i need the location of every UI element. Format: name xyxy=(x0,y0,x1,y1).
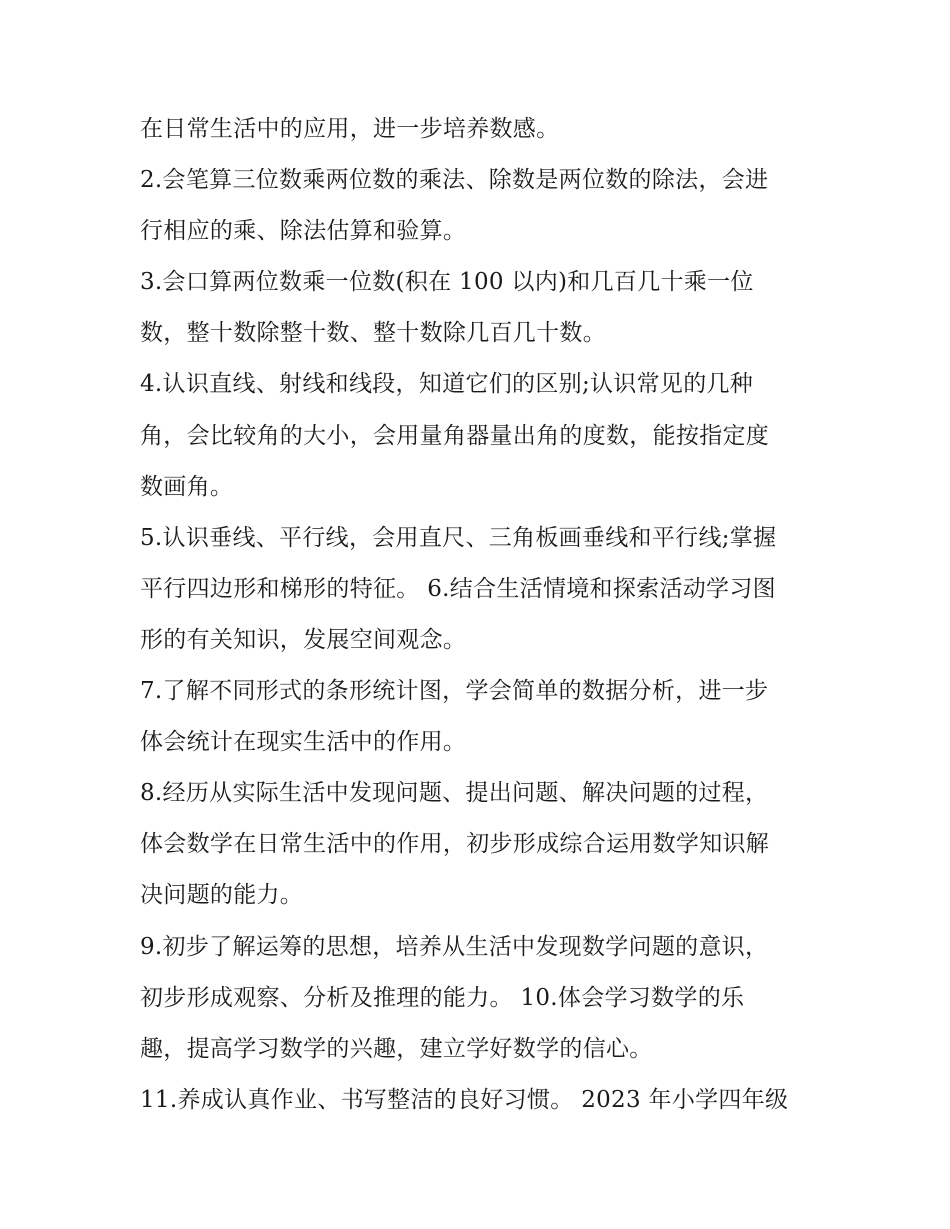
text-line: 体会统计在现实生活中的作用。 xyxy=(140,729,467,756)
text-line: 5.认识垂线、平行线，会用直尺、三角板画垂线和平行线;掌握 xyxy=(140,524,777,551)
text-line: 决问题的能力。 xyxy=(140,882,304,909)
text-line: 7.了解不同形式的条形统计图，学会简单的数据分析，进一步 xyxy=(140,678,769,705)
text-line: 数画角。 xyxy=(140,473,234,500)
text-line: 角，会比较角的大小，会用量角器量出角的度数，能按指定度 xyxy=(140,422,770,449)
text-line: 数，整十数除整十数、整十数除几百几十数。 xyxy=(140,320,606,347)
text-line: 3.会口算两位数乘一位数(积在 100 以内)和几百几十乘一位 xyxy=(140,269,754,296)
text-line: 平行四边形和梯形的特征。 6.结合生活情境和探索活动学习图 xyxy=(140,575,776,602)
text-line: 4.认识直线、射线和线段，知道它们的区别;认识常见的几种 xyxy=(140,371,754,398)
text-line: 2.会笔算三位数乘两位数的乘法、除数是两位数的除法，会进 xyxy=(140,167,769,194)
text-line: 形的有关知识，发展空间观念。 xyxy=(140,626,467,653)
text-line: 9.初步了解运筹的思想，培养从生活中发现数学问题的意识， xyxy=(140,933,769,960)
text-line: 行相应的乘、除法估算和验算。 xyxy=(140,218,467,245)
text-line: 在日常生活中的应用，进一步培养数感。 xyxy=(140,116,560,142)
document-body xyxy=(140,107,830,1129)
text-line: 8.经历从实际生活中发现问题、提出问题、解决问题的过程， xyxy=(140,780,769,807)
text-line: 初步形成观察、分析及推理的能力。 10.体会学习数学的乐 xyxy=(140,984,745,1011)
text-line: 体会数学在日常生活中的作用，初步形成综合运用数学知识解 xyxy=(140,831,770,858)
text-line: 趣，提高学习数学的兴趣，建立学好数学的信心。 xyxy=(140,1035,653,1062)
text-line: 11.养成认真作业、书写整洁的良好习惯。 2023 年小学四年级 xyxy=(140,1086,789,1113)
